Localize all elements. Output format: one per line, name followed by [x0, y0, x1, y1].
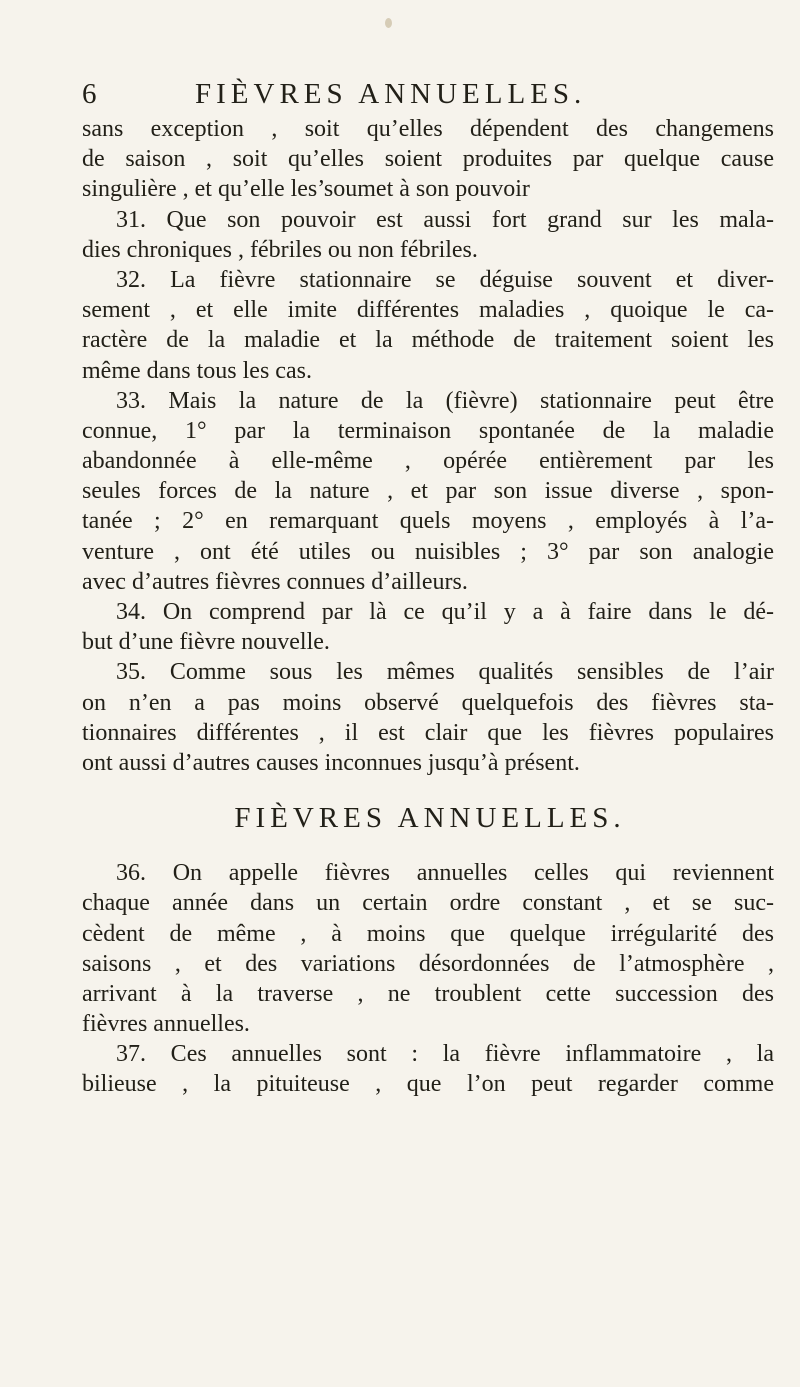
page-number: 6 [82, 78, 100, 110]
text-line: 32. La fièvre stationnaire se déguise souvent et diver- [116, 266, 774, 293]
text-line: 33. Mais la nature de la (fièvre) stationnaire peut être [116, 387, 774, 414]
text-line: de saison , soit qu’elles soient produites par quelque cause [82, 146, 774, 173]
text-line: tanée ; 2° en remarquant quels moyens , employés à l’a- [82, 508, 774, 535]
text-line: avec d’autres fièvres connues d’ailleurs. [82, 568, 468, 595]
page-body [82, 114, 774, 1100]
text-line: chaque année dans un certain ordre constant , et se suc- [82, 890, 774, 917]
text-line: 36. On appelle fièvres annuelles celles qui reviennent [116, 860, 774, 887]
text-line: 35. Comme sous les mêmes qualités sensibles de l’air [116, 659, 774, 686]
text-line: sement , et elle imite différentes maladies , quoique le ca- [82, 297, 774, 324]
paragraph [82, 114, 774, 205]
paragraph-32 [82, 265, 774, 386]
section-title: FIÈVRES ANNUELLES. [234, 802, 626, 835]
text-line: on n’en a pas moins observé quelquefois des fièvres sta- [82, 689, 774, 716]
text-line: saisons , et des variations désordonnées de l’atmosphère , [82, 950, 774, 977]
text-line: 31. Que son pouvoir est aussi fort grand sur les mala- [116, 206, 774, 233]
text-line: tionnaires différentes , il est clair que les fièvres populaires [82, 719, 774, 746]
text-line: seules forces de la nature , et par son issue diverse , spon- [82, 478, 774, 505]
paragraph-36 [82, 858, 774, 1039]
paper-stain [385, 18, 392, 28]
text-line: singulière , et qu’elle les’soumet à son pouvoir [82, 176, 530, 203]
text-line: abandonnée à elle-même , opérée entièrement par les [82, 448, 774, 475]
text-line: 37. Ces annuelles sont : la fièvre inflammatoire , la [116, 1041, 774, 1068]
page-header [82, 78, 722, 112]
text-line: but d’une fièvre nouvelle. [82, 629, 330, 656]
running-head: FIÈVRES ANNUELLES. [195, 78, 587, 110]
paragraph-31 [82, 205, 774, 265]
text-line: 34. On comprend par là ce qu’il y a à faire dans le dé- [116, 599, 774, 625]
text-line: ractère de la maladie et la méthode de traitement soient les [82, 327, 774, 354]
text-line: cèdent de même , à moins que quelque irrégularité des [82, 920, 774, 947]
text-line: sans exception , soit qu’elles dépendent des changemens [82, 116, 774, 142]
text-line: connue, 1° par la terminaison spontanée de la maladie [82, 417, 774, 444]
paragraph-33 [82, 386, 774, 597]
text-line: venture , ont été utiles ou nuisibles ; 3° par son analogie [82, 538, 774, 565]
paragraph-37 [82, 1039, 774, 1099]
text-line: bilieuse , la pituiteuse , que l’on peut regarder comme [82, 1071, 774, 1098]
paragraph-35 [82, 657, 774, 778]
text-line: même dans tous les cas. [82, 357, 312, 384]
paragraph-34 [82, 597, 774, 657]
text-line: dies chroniques , fébriles ou non fébriles. [82, 236, 478, 263]
text-line: ont aussi d’autres causes inconnues jusqu’à présent. [82, 749, 580, 776]
text-line: arrivant à la traverse , ne troublent cette succession des [82, 980, 774, 1007]
text-line: fièvres annuelles. [82, 1011, 250, 1038]
